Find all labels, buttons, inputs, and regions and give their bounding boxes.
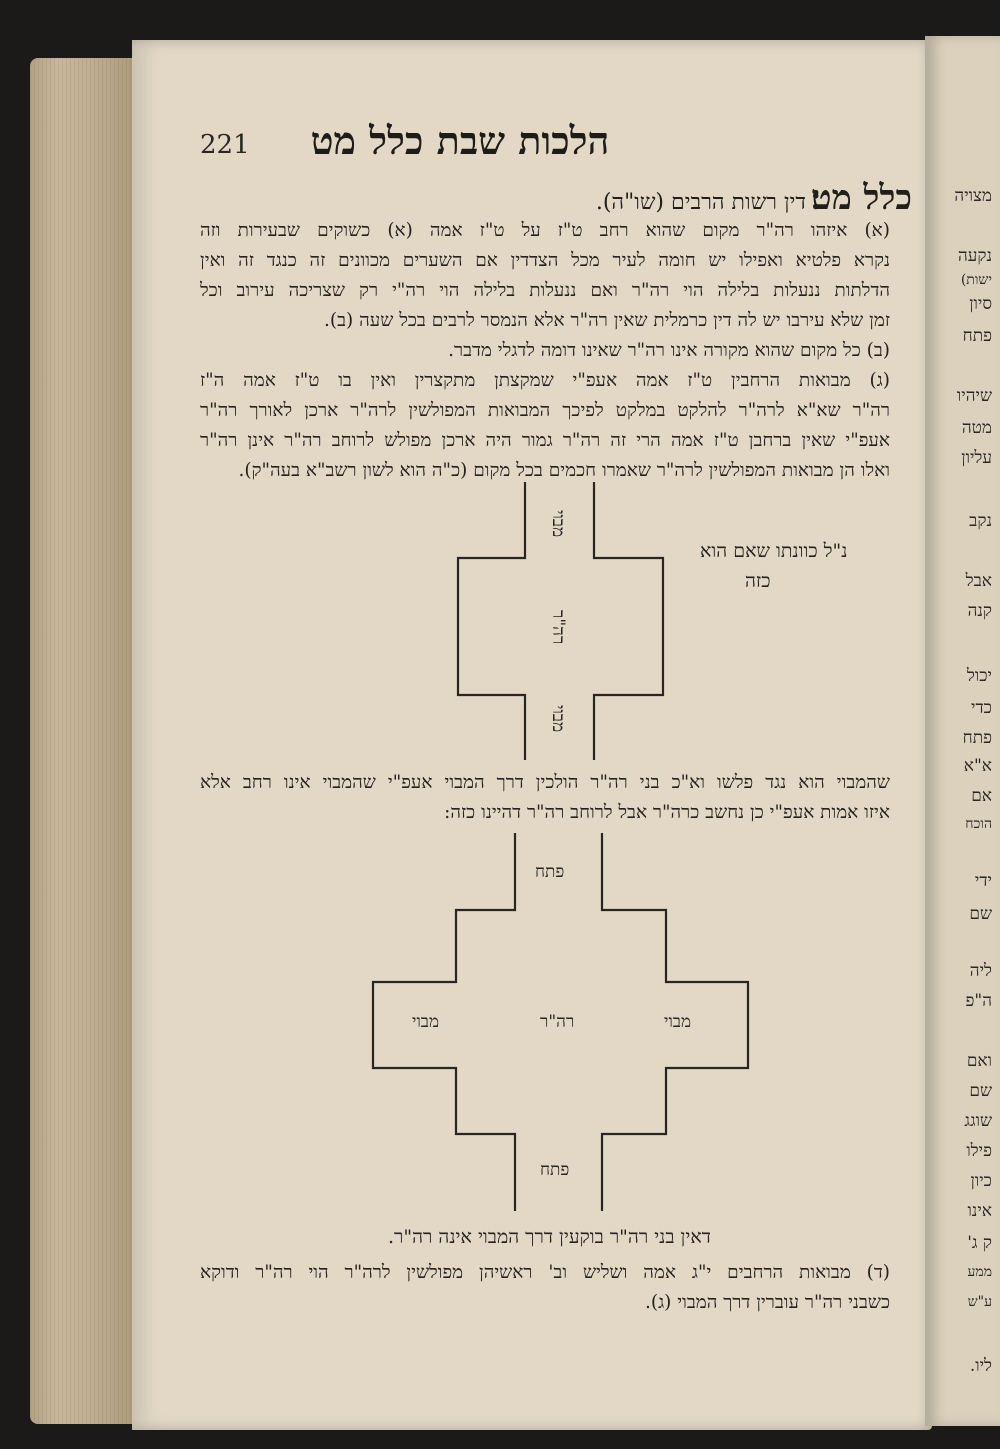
right-page-line: ק ג' [967,1233,992,1253]
text-line: הדלתות ננעלות בלילה הוי רה"ר ואם ננעלות בלילה הוי רה"י רק שצריכה עירוב וכל [200,280,890,301]
right-page-line: קנה [967,601,992,621]
right-page-line: נקעה [957,246,992,266]
text-line: ואלו הן מבואות המפולשין לרה"ר שאמרו חכמים בכל מקום (כ"ה הוא לשון רשב"א בעה"ק). [238,460,890,481]
text-line: שהמבוי הוא נגד פלשו וא"כ בני רה"ר הולכין דרך המבוי אעפ"י שהמבוי אינו רחב אלא [200,772,890,793]
text-line: אעפ"י שאין ברחבן ט"ז אמה הרי זה רה"ר גמור היה ארכן מפולש לרוחב רה"ר אינן רה"ר [200,430,890,451]
diagram2-label-right: מבוי [664,1012,692,1032]
right-page-line: אם [971,786,992,806]
page-number: 221 [200,130,250,160]
right-page-line: ממע [967,1264,992,1280]
diagram1-label-top: מבוי [548,510,568,538]
right-page-line: פתח [962,326,992,346]
right-page-line: פתח [962,728,992,748]
right-page-line: ואם [966,1051,992,1071]
right-page-line: ע"ש [967,1294,992,1310]
text-line: כשבני רה"ר עוברין דרך המבוי (ג). [644,1292,890,1313]
diagram2-label-left: מבוי [412,1012,440,1032]
right-page-line: ליו. [969,1356,992,1376]
right-page-line: מצויה [954,186,992,206]
right-page-line: ישות) [960,272,992,288]
right-page-line: מטה [961,418,992,438]
right-page-line: יכול [966,666,992,686]
right-page-line: אבל [965,571,992,591]
text-line: זמן שלא עירבו יש לה דין כרמלית שאין רה"ר אלא הנמסר לרבים בכל שעה (ב). [324,310,890,331]
right-page-line: א"א [963,756,992,776]
text-line: (ד) מבואות הרחבים י"ג אמה ושליש וב' ראשיהן מפולשין לרה"ר הוי רה"ר ודוקא [200,1262,890,1283]
right-page-line: סיון [969,294,992,314]
right-page-line: נקב [969,511,992,531]
right-page-line: ידי [974,871,992,891]
diagram-note: נ"ל כוונתו שאם הוא [700,540,848,562]
diagram-note: כזה [745,570,771,592]
right-page-line: עליון [961,448,992,468]
right-page-line: פילו [966,1141,992,1161]
text-line: (ג) מבואות הרחבין ט"ז אמה אעפ"י שמקצתן מתקצרין ואין בו ט"ז אמה ה"ז [200,370,890,391]
right-page-line: הוכח [965,816,992,832]
diagram-caption: דאין בני רה"ר בוקעין דרך המבוי אינה רה"ר. [388,1226,711,1248]
right-page-line: ה"פ [965,991,992,1011]
running-title: הלכות שבת כלל מט [310,118,610,163]
diagram2-label-center: רה"ר [540,1012,575,1032]
right-page-line: שם [969,1081,992,1101]
right-page-line: כיון [970,1171,992,1191]
right-page-line: אינו [967,1201,992,1221]
right-page-line: כדי [971,698,992,718]
text-line: (ב) כל מקום שהוא מקורה אינו רה"ר שאינו דומה לדגלי מדבר. [448,340,890,361]
right-page-line: שיהיו [956,386,992,406]
right-page-line: שוגג [964,1111,992,1131]
section-number: כלל מט׃ [811,178,912,218]
right-page-line: שם [969,904,992,924]
section-subtitle: דין רשות הרבים (שו"ה). [595,190,806,215]
text-line: איזו אמות אעפ"י כן נחשב כרה"ר אבל לרוחב רה"ר דהיינו כזה: [444,802,890,823]
diagram2-label-top: פתח [535,862,565,882]
diagram2-label-bottom: פתח [540,1160,570,1180]
text-line: (א) איזהו רה"ר מקום שהוא רחב ט"ז על ט"ז אמה (א) כשוקים שבעירות וזה [200,220,890,241]
text-line: רה"ר שא"א לרה"ר להלקט במלקט לפיכך המבואות המפולשין לרה"ר ארכן לאורך רה"ר [200,400,890,421]
diagram1-label-middle: רה"ר [548,610,568,645]
diagram1-label-bottom: מבוי [548,705,568,733]
right-page-line: ליה [969,961,992,981]
text-line: נקרא פלטיא ואפילו יש חומה לעיר מכל הצדדין אם השערים מכוונים זה כנגד זה ואין [200,250,890,271]
